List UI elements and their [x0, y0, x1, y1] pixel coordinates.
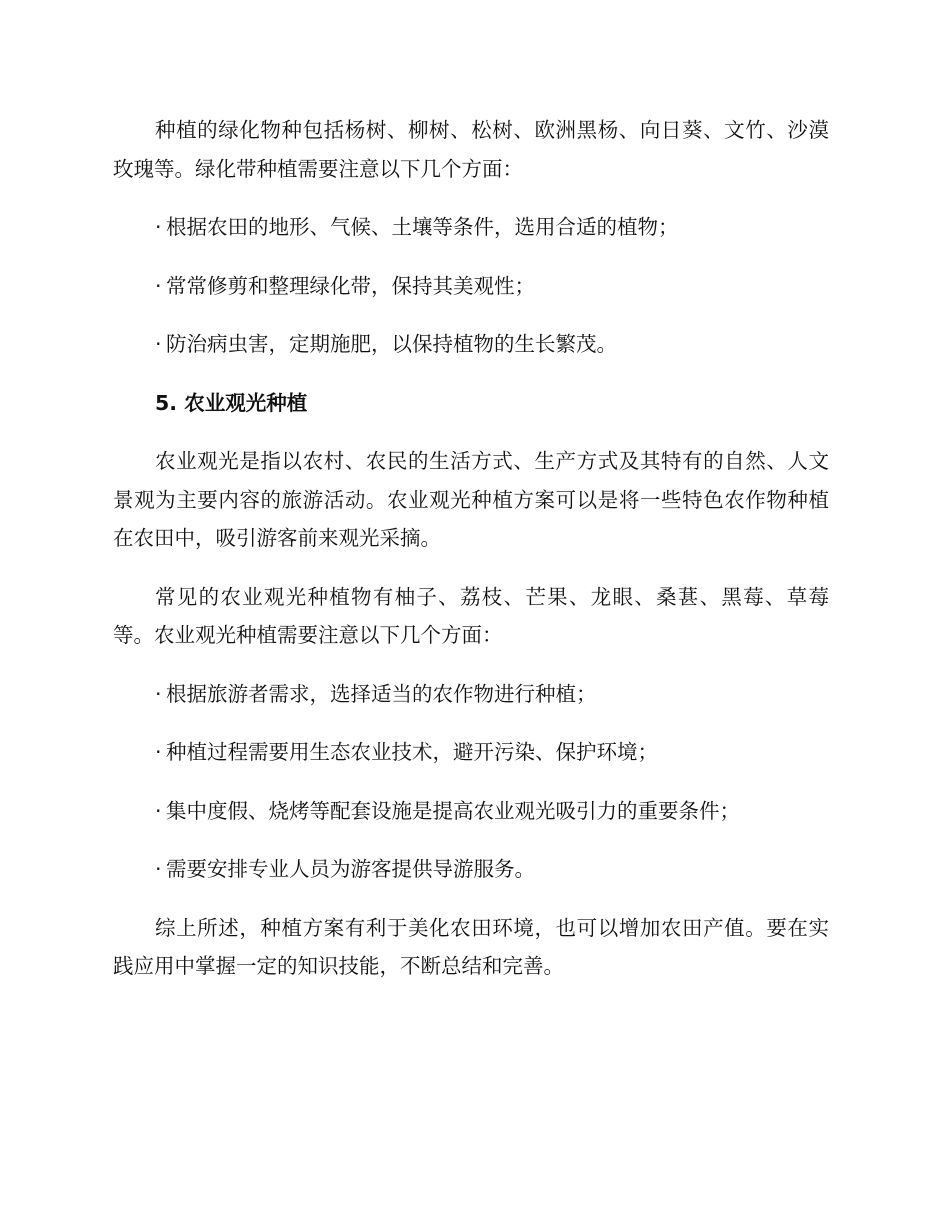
paragraph-greening-species: 种植的绿化物种包括杨树、柳树、松树、欧洲黑杨、向日葵、文竹、沙漠玫瑰等。绿化带种植需要注意以下几个方面：: [113, 118, 829, 181]
list-item-text: 种植过程需要用生态农业技术，避开污染、保护环境；: [166, 740, 658, 764]
document-body: [113, 111, 829, 1006]
list-item-greening-3: [113, 325, 829, 364]
list-item-text: 常常修剪和整理绿化带，保持其美观性；: [166, 273, 535, 298]
list-item-greening-2: [113, 267, 829, 306]
paragraph-tourism-crops: 常见的农业观光种植物有柚子、荔枝、芒果、龙眼、桑葚、黑莓、草莓等。农业观光种植需要注意以下几个方面：: [113, 584, 829, 647]
list-item-text: 根据旅游者需求，选择适当的农作物进行种植；: [166, 681, 597, 706]
list-item-tourism-3: [113, 792, 829, 831]
paragraph-conclusion: 综上所述，种植方案有利于美化农田环境，也可以增加农田产值。要在实践应用中掌握一定的知识技能，不断总结和完善。: [113, 915, 829, 978]
paragraph-tourism-definition: 农业观光是指以农村、农民的生活方式、生产方式及其特有的自然、人文景观为主要内容的旅游活动。农业观光种植方案可以是将一些特色农作物种植在农田中，吸引游客前来观光采摘。: [113, 449, 829, 550]
list-item-tourism-4: [113, 850, 829, 889]
list-item-text: 集中度假、烧烤等配套设施是提高农业观光吸引力的重要条件；: [166, 798, 740, 823]
bullet-marker: ·: [155, 332, 162, 356]
list-item-text: 防治病虫害，定期施肥，以保持植物的生长繁茂。: [166, 332, 617, 356]
bullet-marker: ·: [155, 215, 162, 239]
bullet-marker: ·: [155, 681, 162, 706]
list-item-text: 需要安排专业人员为游客提供导游服务。: [166, 857, 535, 881]
list-item-tourism-1: [113, 675, 829, 714]
bullet-marker: ·: [155, 857, 162, 881]
bullet-marker: ·: [155, 740, 162, 764]
bullet-marker: ·: [155, 798, 162, 823]
list-item-text: 根据农田的地形、气候、土壤等条件，选用合适的植物；: [166, 215, 679, 239]
bullet-marker: ·: [155, 273, 162, 298]
list-item-tourism-2: [113, 733, 829, 772]
section-heading-5: 5. 农业观光种植: [155, 390, 308, 415]
list-item-greening-1: [113, 208, 829, 247]
